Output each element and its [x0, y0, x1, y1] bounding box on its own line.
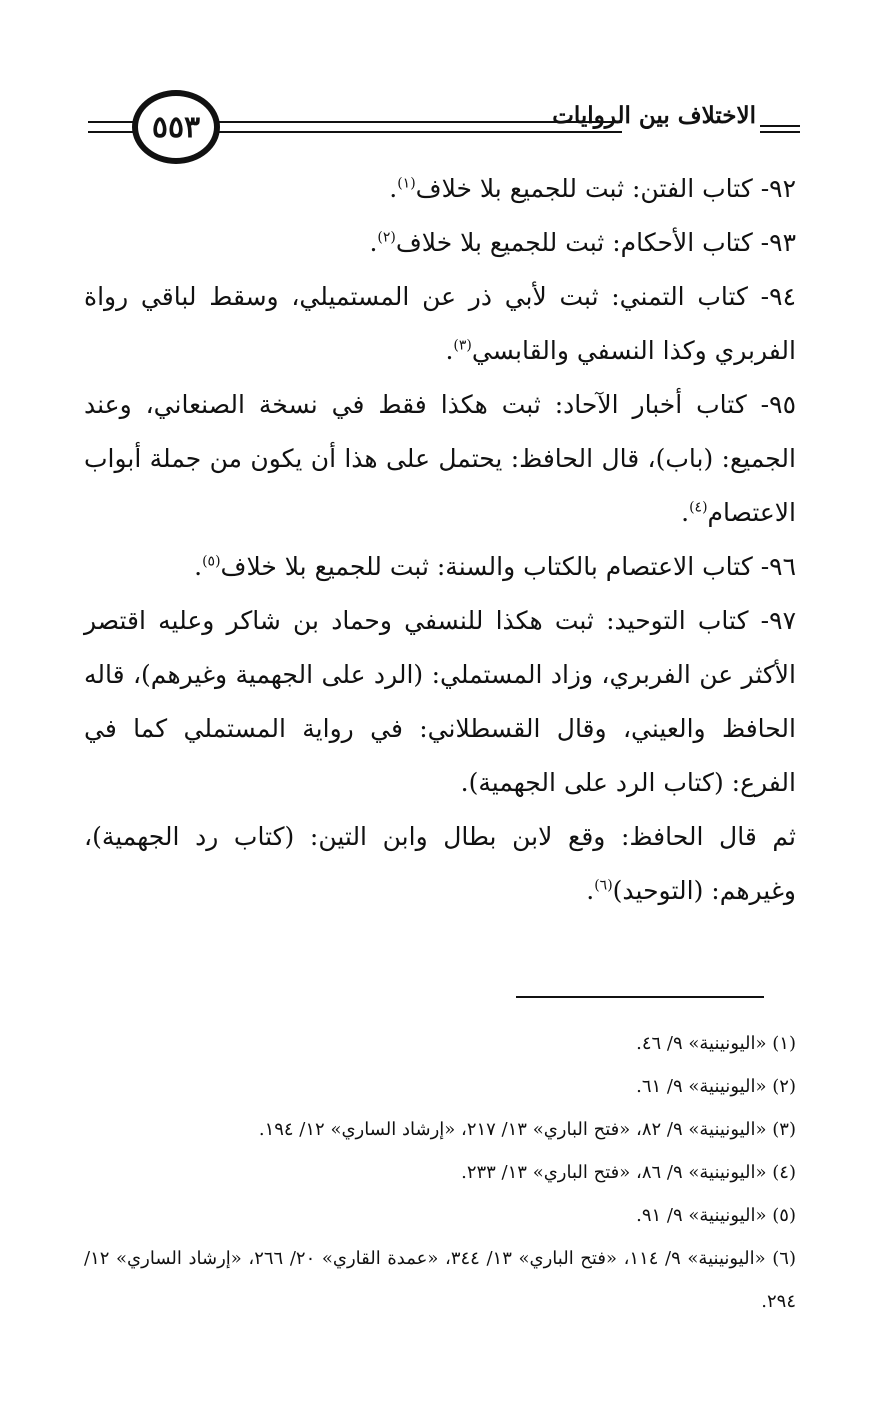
- footnote-3: (٣) «اليونينية» ٩/ ٨٢، «فتح الباري» ١٣/ ٢١٧، «إرشاد الساري» ١٢/ ١٩٤.: [258, 1119, 796, 1140]
- paragraph-hafiz-note: ثم قال الحافظ: وقع لابن بطال وابن التين: (كتاب رد الجهمية)، وغيرهم: (التوحيد)$^{(٦)}$.: [84, 822, 797, 905]
- footnote-ref[interactable]: (٥): [202, 553, 221, 570]
- footnote-5: (٥) «اليونينية» ٩/ ٩١.: [636, 1205, 796, 1226]
- footnote-ref[interactable]: (١): [397, 175, 416, 192]
- footnote-separator: [516, 996, 764, 998]
- footnote-ref[interactable]: (٣): [453, 337, 472, 354]
- footnote-4: (٤) «اليونينية» ٩/ ٨٦، «فتح الباري» ١٣/ ٢٣٣.: [461, 1162, 796, 1183]
- running-title: الاختلاف بين الروايات: [552, 102, 756, 129]
- paragraph-97: ٩٧- كتاب التوحيد: ثبت هكذا للنسفي وحماد بن شاكر وعليه اقتصر الأكثر عن الفربري، وزاد المستملي: (الرد على الجهمية وغيرهم)، قاله الحافظ والعيني، وقال القسطلاني: في رواية المستملي كما في الفرع: (كتاب الرد على الجهمية).: [84, 606, 796, 797]
- footnote-ref[interactable]: (٤): [689, 499, 708, 516]
- paragraph-92: ٩٢- كتاب الفتن: ثبت للجميع بلا خلاف$^{(١)}$.: [389, 174, 796, 203]
- paragraph-95: ٩٥- كتاب أخبار الآحاد: ثبت هكذا فقط في نسخة الصنعاني، وعند الجميع: (باب)، قال الحافظ: يحتمل على هذا أن يكون من جملة أبواب الاعتصام$^{(٤)}$.: [84, 390, 796, 527]
- header-rule-right: [760, 125, 800, 133]
- paragraph-93: ٩٣- كتاب الأحكام: ثبت للجميع بلا خلاف$^{(٢)}$.: [369, 228, 796, 257]
- footnote-6: (٦) «اليونينية» ٩/ ١١٤، «فتح الباري» ١٣/ ٣٤٤، «عمدة القاري» ٢٠/ ٢٦٦، «إرشاد الساري» ١٢/ ٢٩٤.: [84, 1248, 796, 1312]
- paragraph-96: ٩٦- كتاب الاعتصام بالكتاب والسنة: ثبت للجميع بلا خلاف$^{(٥)}$.: [194, 552, 796, 581]
- footnotes: [84, 1022, 796, 1323]
- paragraph-94: ٩٤- كتاب التمني: ثبت لأبي ذر عن المستميلي، وسقط لباقي رواة الفربري وكذا النسفي والقابسي$^{(٣)}$.: [84, 282, 796, 365]
- page-header: [88, 88, 800, 158]
- page-number-badge: ٥٥٣: [132, 90, 220, 164]
- footnote-ref[interactable]: (٢): [377, 229, 396, 246]
- header-rule-left: [88, 121, 134, 133]
- footnote-1: (١) «اليونينية» ٩/ ٤٦.: [636, 1033, 796, 1054]
- main-text: [84, 162, 796, 918]
- footnote-2: (٢) «اليونينية» ٩/ ٦١.: [636, 1076, 796, 1097]
- footnote-ref[interactable]: (٦): [594, 877, 613, 894]
